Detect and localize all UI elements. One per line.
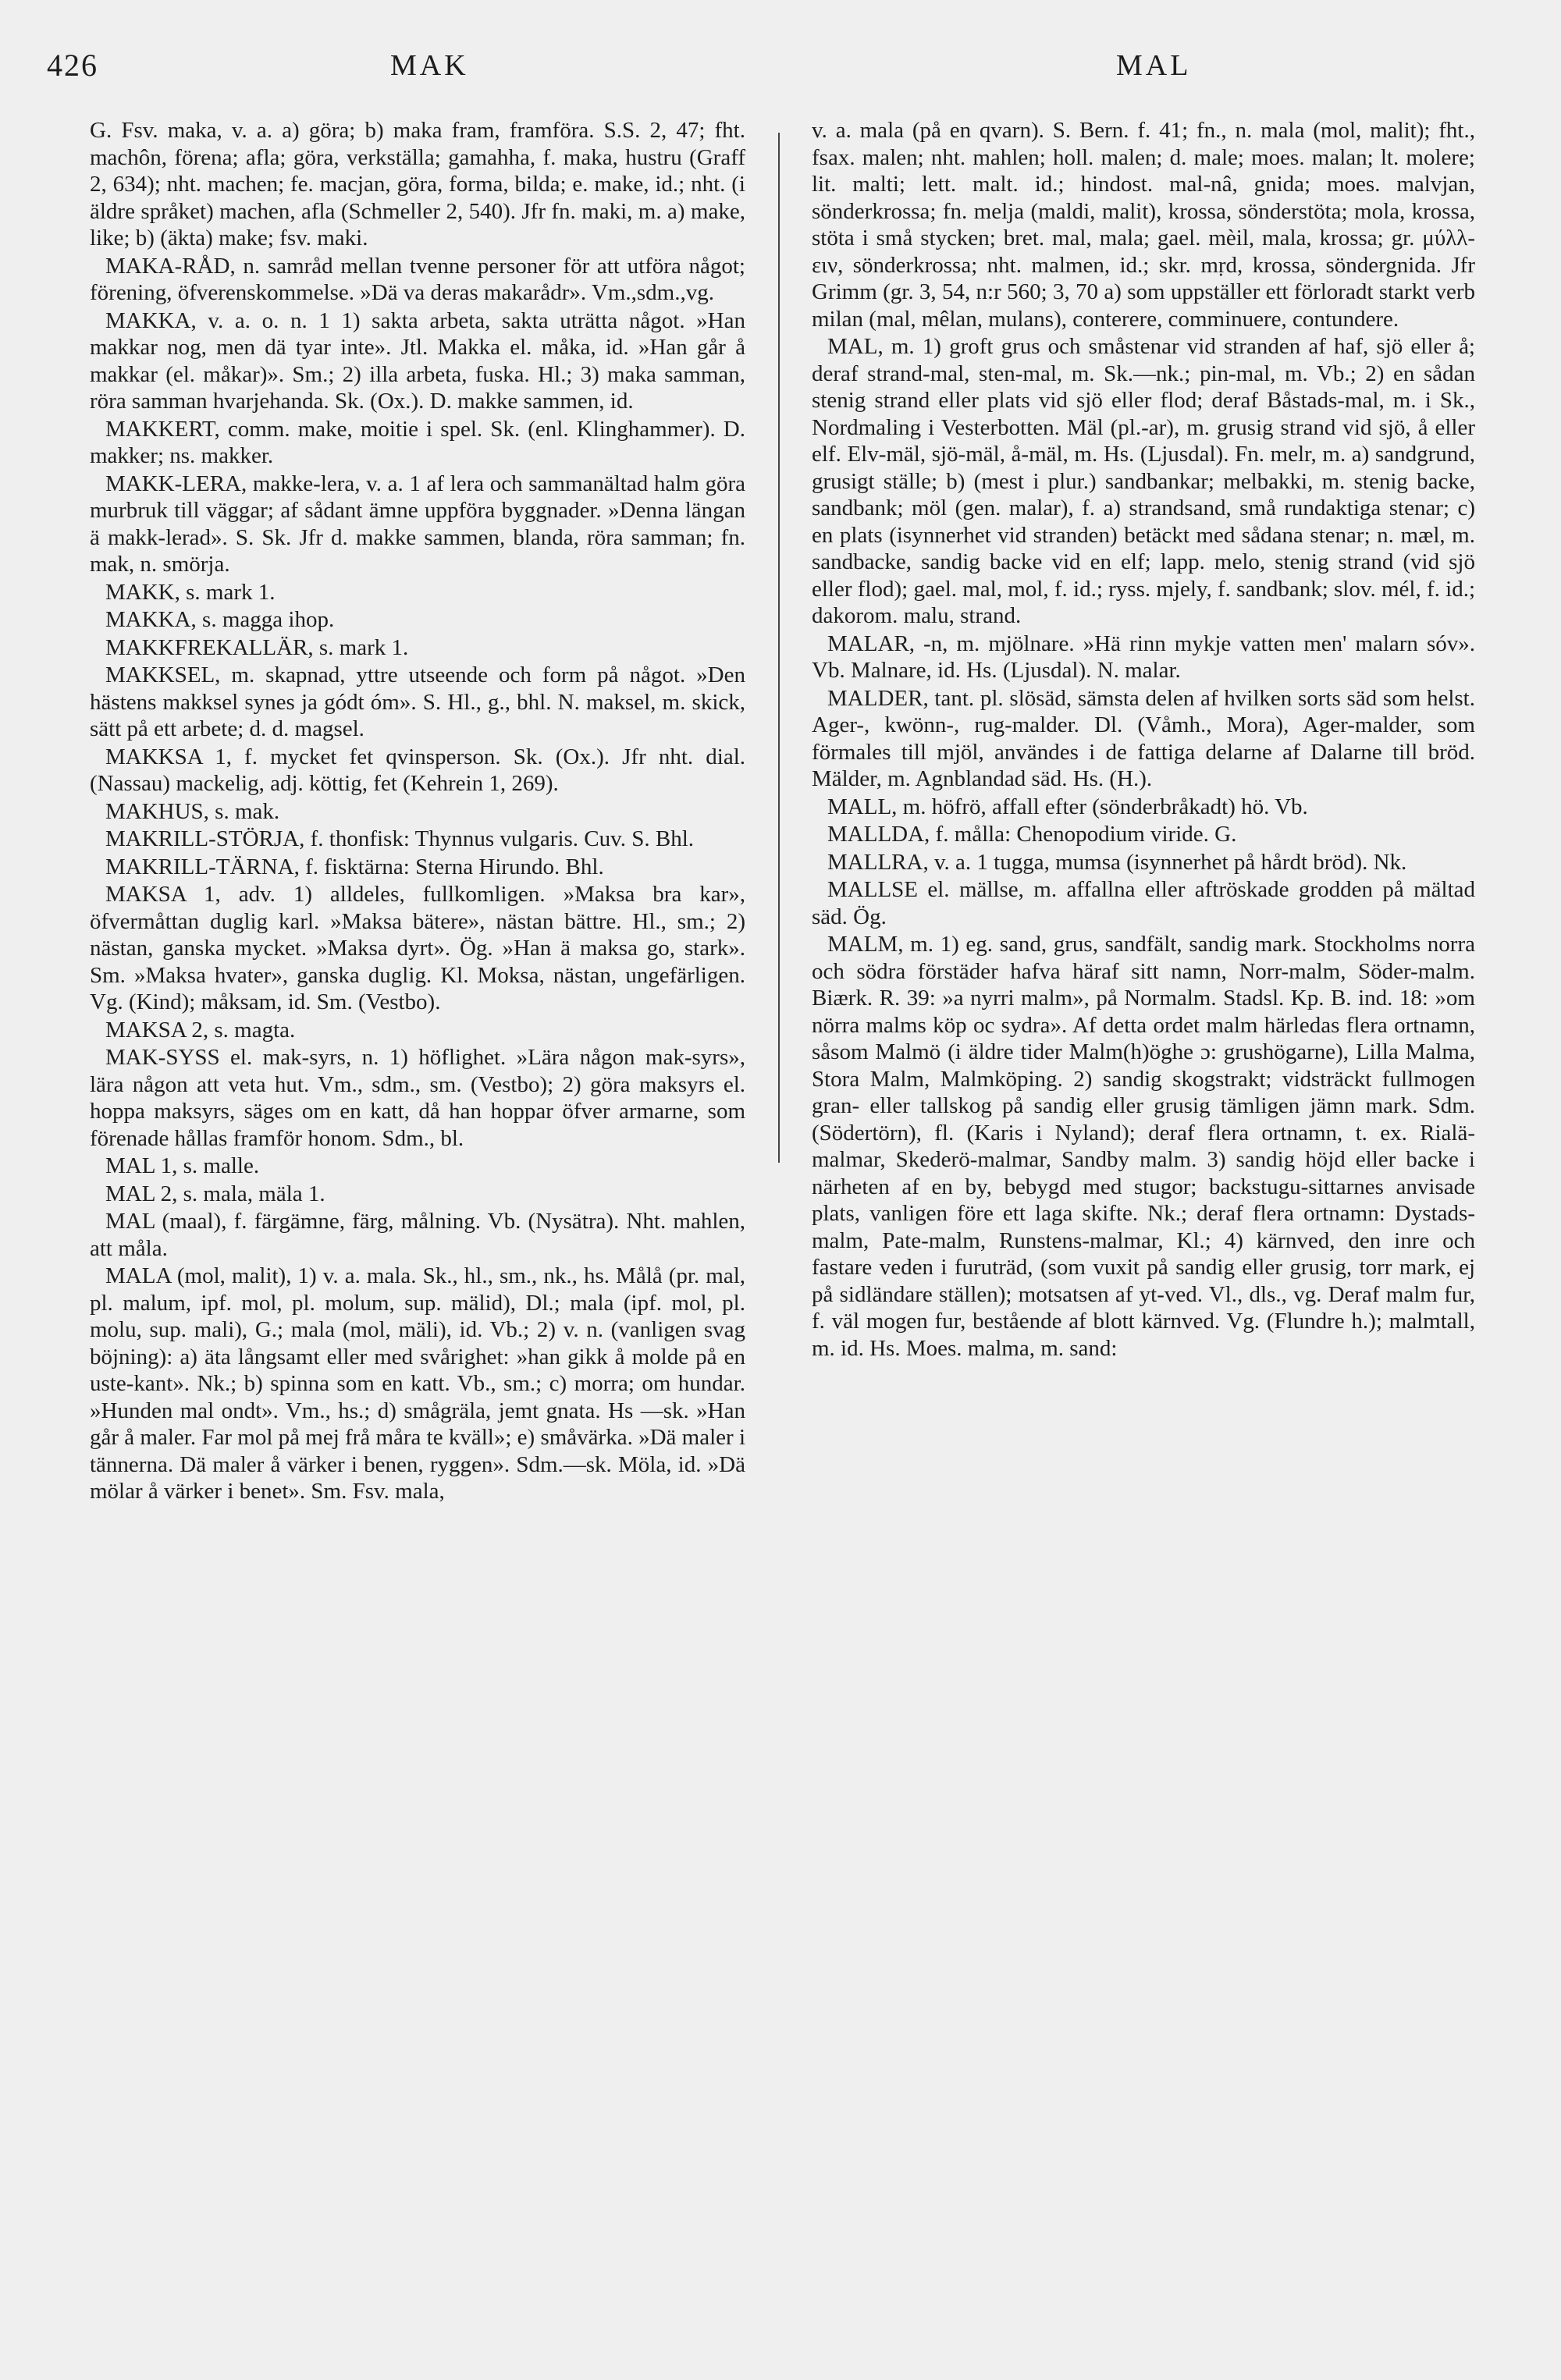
dictionary-entry: MAL, m. 1) groft grus och småstenar vid stranden af haf, sjö eller å; deraf strand-mal, sten-mal, m. Sk.—nk.; pin-mal, m. Vb.; 2) en sådan stenig strand eller plats vid sjö eller flod; deraf Båstads-mal, m. i Sk., Nordmaling i Vesterbotten. Mäl (pl.-ar), m. grusig strand vid sjö, å eller elf. Elv-mäl, sjö-mäl, å-mäl, m. Hs. (Ljusdal). Fn. melr, m. a) sandgrund, grusigt ställe; b) (mest i plur.) sandbankar; melbakki, m. stenig backe, sandbank; möl (gen. malar), f. a) strandsand, små rundaktiga stenar; c) en plats (isynnerhet vid stranden) betäckt med sådana stenar; n. mæl, m. sandbacke, sandig backe vid en elf; lapp. melo, stenig strand (vid sjö eller flod); gael. mal, mol, f. id.; ryss. mjely, f. sandbank; slov. mél, f. id.; dakorom. malu, strand. — [812, 334, 1475, 628]
dictionary-entry: MALAR, -n, m. mjölnare. »Hä rinn mykje vatten men' malarn sóv». Vb. Malnare, id. Hs. (Ljusdal). N. malar. — [812, 631, 1475, 683]
dictionary-entry: G. Fsv. maka, v. a. a) göra; b) maka fram, framföra. S.S. 2, 47; fht. machôn, förena; afla; göra, verkställa; gamahha, f. maka, hustru (Graff 2, 634); nht. machen; fe. macjan, göra, forma, bilda; e. make, id.; nht. (i äldre språket) machen, afla (Schmeller 2, 540). Jfr fn. maki, m. a) make, like; b) (äkta) make; fsv. maki. — [90, 118, 745, 250]
dictionary-entry: MAKRILL-STÖRJA, f. thonfisk: Thynnus vulgaris. Cuv. S. Bhl. — [105, 826, 695, 851]
dictionary-entry: MAKRILL-TÄRNA, f. fisktärna: Sterna Hirundo. Bhl. — [105, 854, 604, 879]
page-header — [0, 39, 1561, 94]
dictionary-entry: MAKA-RÅD, n. samråd mellan tvenne personer för att utföra något; förening, öfverenskommelse. »Dä va deras makarådr». Vm.,sdm.,vg. — [90, 253, 745, 305]
dictionary-entry: MAL 1, s. malle. — [105, 1153, 260, 1178]
dictionary-entry: v. a. mala (på en qvarn). S. Bern. f. 41; fn., n. mala (mol, malit); fht., fsax. malen; nht. mahlen; holl. malen; d. male; moes. malan; lt. molere; lit. malti; lett. malt. id.; hindost. mal-nâ, gnida; moes. malvjan, sönderkrossa; fn. melja (maldi, malit), krossa, sönderstöta; mola, krossa, stöta i små stycken; bret. mal, mala; gael. mèil, mala, krossa; gr. μύλλ-ειν, sönderkrossa; nht. malmen, id.; skr. mṛd, krossa, söndergnida. Jfr Grimm (gr. 3, 54, n:r 560; 3, 70 a) som uppställer ett förloradt starkt verb milan (mal, mêlan, mulans), conterere, comminuere, contundere. — [812, 118, 1475, 332]
dictionary-entry: MAKKSA 1, f. mycket fet qvinsperson. Sk. (Ox.). Jfr nht. dial. (Nassau) mackelig, adj. köttig, fet (Kehrein 1, 269). — [90, 744, 745, 796]
dictionary-entry: MAKK-LERA, makke-lera, v. a. 1 af lera och sammanältad halm göra murbruk till väggar; af sådant ämne uppföra byggnader. »Denna längan ä makk-lerad». S. Sk. Jfr d. makke sammen, blanda, röra samman; fn. mak, n. smörja. — [90, 471, 745, 577]
dictionary-entry: MAKK, s. mark 1. — [105, 579, 276, 605]
dictionary-entry: MALM, m. 1) eg. sand, grus, sandfält, sandig mark. Stockholms norra och södra förstäder hafva häraf sitt namn, Norr-malm, Söder-malm. Biærk. R. 39: »a nyrri malm», på Normalm. Stadsl. Kp. B. ind. 18: »om nörra malms köp oc sydra». Af detta ordet malm härledas flera ortnamn, såsom Malmö (i äldre tider Malm(h)öghe ɔ: grushögarne), Lilla Malma, Stora Malm, Malmköping. 2) sandig skogstrakt; vidsträckt fullmogen gran- eller tallskog på sandig eller grusig tämligen jämn mark. Sdm. (Södertörn), fl. (Karis i Nyland); deraf flera ortnamn, t. ex. Rialä-malmar, Skederö-malmar, Sandby malm. 3) sandig höjd eller backe i närheten af en by, bebygd med stugor; backstugu-sittarnes anvisade plats, vanligen före ett laga skifte. Nk.; deraf flera ortnamn: Dystads-malm, Pate-malm, Runstens-malmar, Kl.; 4) kärnved, den inre och fastare veden i furuträd, (som vuxit på sandig eller grusig, torr mark, ej på sidländare ställen); motsatsen af yt-ved. Vl., dls., vg. Deraf malm fur, f. väl mogen fur, bestående af blott kärnved. Vg. (Flundre h.); malmtall, m. id. Hs. Moes. malma, m. sand: — [812, 932, 1475, 1361]
dictionary-entry: MAL (maal), f. färgämne, färg, målning. Vb. (Nysätra). Nht. mahlen, att måla. — [90, 1209, 745, 1261]
dictionary-entry: MAKKFREKALLÄR, s. mark 1. — [105, 634, 409, 660]
dictionary-entry: MAK-SYSS el. mak-syrs, n. 1) höflighet. »Lära någon mak-syrs», lära någon att veta hut. Vm., sdm., sm. (Vestbo); 2) göra maksyrs el. hoppa maksyrs, säges om en katt, då han hoppar öfver armarne, som förenade hållas framför honom. Sdm., bl. — [90, 1045, 745, 1151]
left-column — [90, 117, 745, 2349]
dictionary-entry: MAKKA, s. magga ihop. — [105, 607, 335, 632]
dictionary-entry: MALA (mol, malit), 1) v. a. mala. Sk., hl., sm., nk., hs. Målå (pr. mal, pl. malum, ipf. mol, pl. molum, sup. mälid), Dl.; mala (ipf. mol, pl. molu, sup. mali), G.; mala (mol, mäli), id. Vb.; 2) v. n. (vanligen svag böjning): a) äta långsamt eller med svårighet: »han gikk å molde på en uste-kant». Nk.; b) spinna som en katt. Vb., sm.; c) morra; om hundar. »Hunden mal ondt». Vm., hs.; d) smågräla, jemt gnata. Hs —sk. »Han går å maler. Far mol på mej frå måra te kväll»; e) småvärka. »Dä maler i tännerna. Dä maler å värker i benen, ryggen». Sdm.—sk. Möla, id. »Dä mölar å värker i benet». Sm. Fsv. mala, — [90, 1263, 745, 1504]
page-number: 426 — [47, 48, 98, 83]
dictionary-entry: MAL 2, s. mala, mäla 1. — [105, 1181, 325, 1206]
dictionary-entry: MAKKERT, comm. make, moitie i spel. Sk. (enl. Klinghammer). D. makker; ns. makker. — [90, 416, 745, 468]
dictionary-entry: MAKKA, v. a. o. n. 1 1) sakta arbeta, sakta uträtta något. »Han makkar nog, men dä tyar inte». Jtl. Makka el. måka, id. »Han går å makkar (el. måkar)». Sm.; 2) illa arbeta, fuska. Hl.; 3) maka samman, röra samman hvarjehanda. Sk. (Ox.). D. makke sammen, id. — [90, 307, 745, 414]
column-divider — [778, 133, 780, 1163]
dictionary-entry: MALDER, tant. pl. slösäd, sämsta delen af hvilken sorts säd som helst. Ager-, kwönn-, rug-malder. Dl. (Våmh., Mora), Ager-malder, som förmales till mjöl, användes i de fattiga delarne af Dalarne till bröd. Mälder, m. Agnblandad säd. Hs. (H.). — [812, 685, 1475, 791]
dictionary-entry: MALL, m. höfrö, affall efter (sönderbråkadt) hö. Vb. — [827, 794, 1308, 819]
dictionary-entry: MAKSA 1, adv. 1) alldeles, fullkomligen. »Maksa bra kar», öfvermåttan duglig karl. »Maksa bätere», nästan bättre. Hl., sm.; 2) nästan, ganska mycket. »Maksa dyrt». Ög. »Han ä maksa go, stark». Sm. »Maksa hvater», ganska duglig. Kl. Moksa, nästan, ungefärligen. Vg. (Kind); måksam, id. Sm. (Vestbo). — [90, 882, 745, 1014]
dictionary-entry: MALLSE el. mällse, m. affallna eller aftröskade grodden på mältad säd. Ög. — [812, 877, 1475, 929]
running-headword-right: MAL — [1116, 49, 1192, 82]
right-column — [812, 117, 1475, 2349]
dictionary-entry: MAKHUS, s. mak. — [105, 798, 280, 824]
dictionary-entry: MAKSA 2, s. magta. — [105, 1017, 296, 1043]
dictionary-entry: MALLDA, f. målla: Chenopodium viride. G. — [827, 822, 1237, 847]
dictionary-entry: MAKKSEL, m. skapnad, yttre utseende och form på något. »Den hästens makksel synes ja gódt óm». S. Hl., g., bhl. N. maksel, m. skick, sätt på ett arbete; d. d. magsel. — [90, 662, 745, 741]
dictionary-entry: MALLRA, v. a. 1 tugga, mumsa (isynnerhet på hårdt bröd). Nk. — [827, 849, 1407, 875]
running-headword-left: MAK — [390, 49, 469, 82]
